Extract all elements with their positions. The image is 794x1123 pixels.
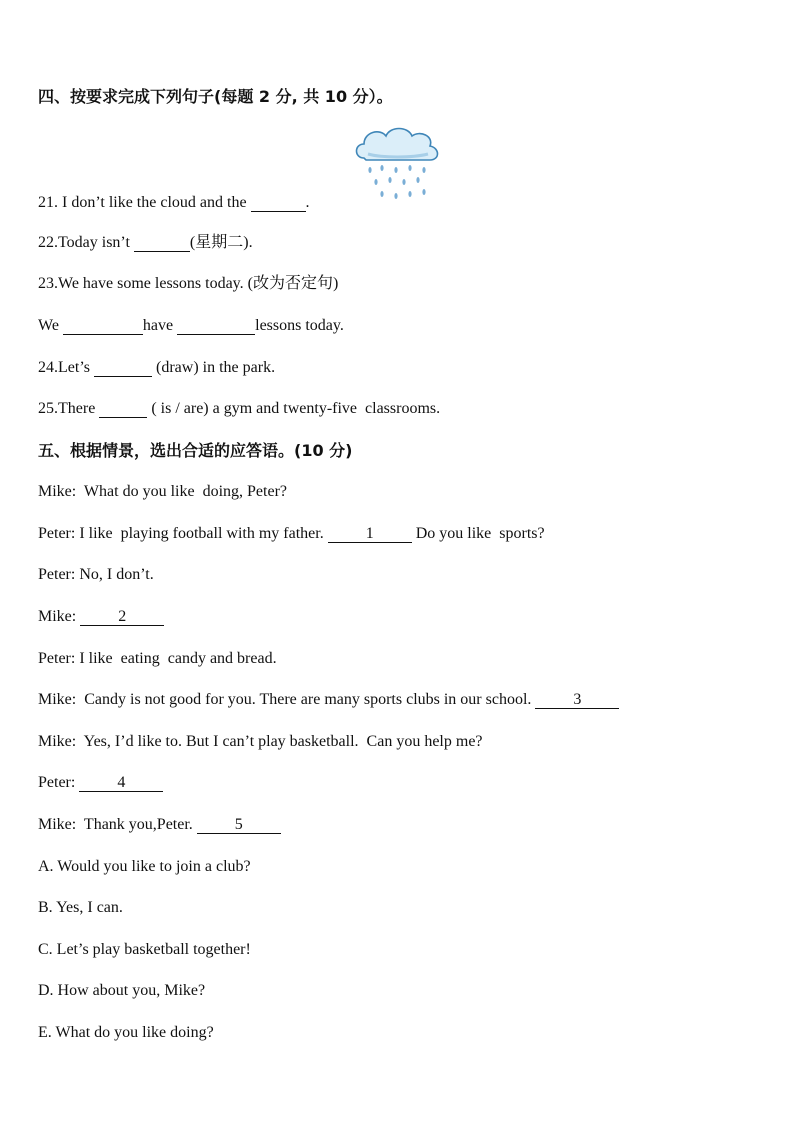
option-d: D. How about you, Mike?	[38, 982, 206, 999]
dialog-line: Peter: I like eating candy and bread.	[38, 650, 277, 667]
question-23-answer	[38, 316, 344, 336]
dialog-text: Mike:	[38, 608, 77, 625]
answer-blank-4[interactable]: 4	[79, 775, 163, 792]
question-21-tail: .	[305, 194, 310, 211]
question-23: 23.We have some lessons today. (改为否定句)	[38, 275, 339, 292]
question-23-word-have: have	[142, 317, 174, 334]
answer-blank-21[interactable]	[251, 195, 306, 212]
question-25-tail: ( is / are) a gym and twenty-five classrooms.	[151, 400, 441, 417]
dialog-text: Do you like sports?	[415, 525, 545, 542]
dialog-line	[38, 815, 281, 835]
question-22	[38, 233, 253, 253]
dialog-text: Peter:	[38, 774, 76, 791]
answer-blank-24[interactable]	[94, 360, 152, 377]
section-4-heading: 四、按要求完成下列句子(每题 2 分, 共 10 分）。	[38, 87, 393, 106]
dialog-text: Mike: Candy is not good for you. There are many sports clubs in our school.	[38, 691, 532, 708]
option-a: A. Would you like to join a club?	[38, 858, 251, 875]
answer-blank-1[interactable]: 1	[328, 526, 412, 543]
question-25-text: 25.There	[38, 400, 96, 417]
dialog-line: Peter: No, I don’t.	[38, 566, 154, 583]
answer-blank-2[interactable]: 2	[80, 609, 164, 626]
answer-blank-23a[interactable]	[63, 318, 143, 335]
question-24	[38, 358, 275, 378]
question-22-text: 22.Today isn’t	[38, 234, 130, 251]
dialog-line: Mike: What do you like doing, Peter?	[38, 483, 287, 500]
answer-blank-22[interactable]	[134, 235, 190, 252]
answer-blank-23b[interactable]	[177, 318, 255, 335]
dialog-line	[38, 607, 164, 627]
dialog-line	[38, 524, 545, 544]
option-e: E. What do you like doing?	[38, 1024, 214, 1041]
dialog-line	[38, 690, 619, 710]
answer-blank-25[interactable]	[99, 401, 147, 418]
option-b: B. Yes, I can.	[38, 899, 123, 916]
question-21	[38, 193, 310, 213]
question-24-tail: (draw) in the park.	[156, 359, 276, 376]
question-25	[38, 399, 440, 419]
section-5-heading: 五、根据情景，选出合适的应答语。(10 分)	[38, 441, 353, 460]
dialog-line	[38, 773, 163, 793]
question-24-text: 24.Let’s	[38, 359, 90, 376]
dialog-text: Peter: I like playing football with my father.	[38, 525, 324, 542]
question-21-text: 21. I don’t like the cloud and the	[38, 194, 247, 211]
answer-blank-5[interactable]: 5	[197, 817, 281, 834]
question-22-tail: (星期二).	[189, 234, 253, 251]
question-23-word-we: We	[38, 317, 59, 334]
dialog-line: Mike: Yes, I’d like to. But I can’t play basketball. Can you help me?	[38, 733, 483, 750]
answer-blank-3[interactable]: 3	[535, 692, 619, 709]
dialog-text: Mike: Thank you,Peter.	[38, 816, 193, 833]
question-23-word-lessons: lessons today.	[255, 317, 344, 334]
option-c: C. Let’s play basketball together!	[38, 941, 251, 958]
rain-cloud-icon	[352, 124, 442, 206]
